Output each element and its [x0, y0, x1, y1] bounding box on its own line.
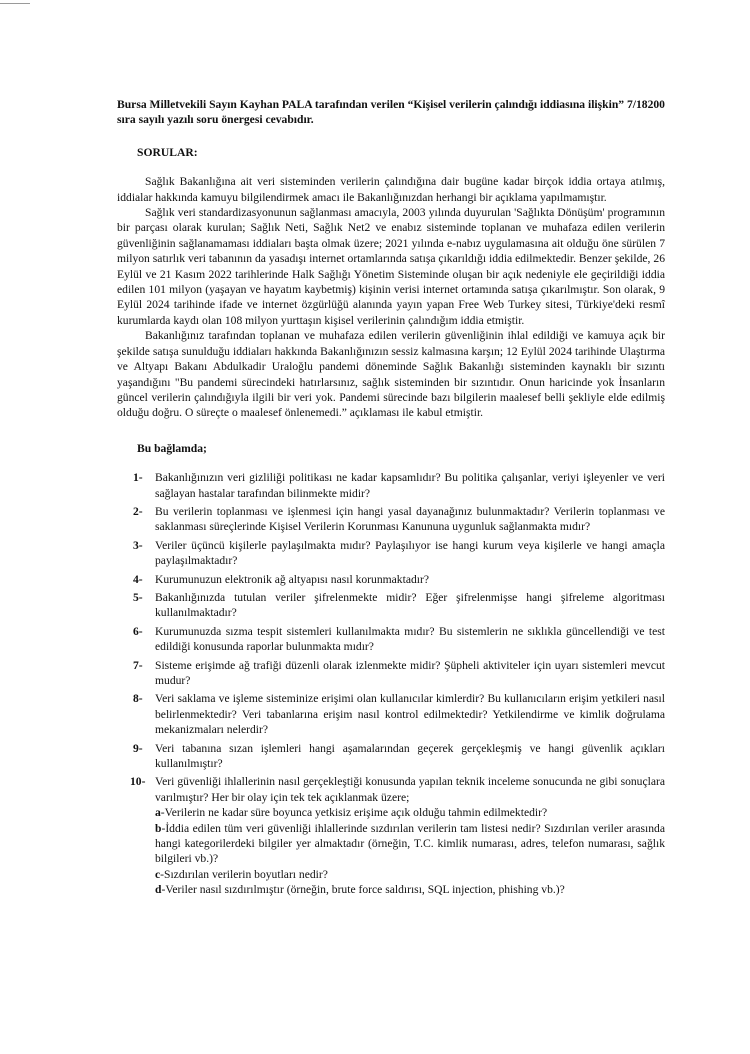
document-page: [117, 97, 665, 901]
question-number: 6-: [133, 624, 143, 638]
question-number: 2-: [133, 504, 143, 518]
question-number: 9-: [133, 741, 143, 755]
question-number: 4-: [133, 572, 143, 586]
question-number: 5-: [133, 590, 143, 604]
question-number: 1-: [133, 471, 143, 485]
question-item: [117, 538, 665, 569]
scan-edge-mark: [0, 3, 30, 4]
sub-question-a: [155, 805, 665, 820]
question-item: [117, 470, 665, 501]
question-item: [117, 658, 665, 689]
sub-text: -Verilerin ne kadar süre boyunca yetkisiz erişime açık olduğu tahmin edilmektedir?: [160, 806, 548, 820]
question-number: 7-: [133, 658, 143, 672]
question-text: Kurumunuzda sızma tespit sistemleri kullanılmakta mıdır? Bu sistemlerin ne sıklıkla güncellendiği ve test edildiği konusunda raporlar bulunmakta mıdır?: [155, 624, 665, 654]
sub-letter: d: [155, 883, 162, 897]
question-item: [117, 691, 665, 737]
question-text: Veri tabanına sızan işlemleri hangi aşamalarından geçerek gerçekleşmiş ve hangi güvenlik açıkları kullanılmıştır?: [155, 741, 665, 771]
question-text: Bu verilerin toplanması ve işlenmesi için hangi yasal dayanağınız bulunmaktadır? Verilerin toplanması ve saklanması süreçlerinde Kişisel Verilerin Korunması Kanununa uygunluk sağlanmakta mıdır?: [155, 504, 665, 534]
sub-text: -Veriler nasıl sızdırılmıştır (örneğin, brute force saldırısı, SQL injection, phishing vb.)?: [161, 883, 565, 897]
question-text: Veri saklama ve işleme sisteminize erişimi olan kullanıcılar kimlerdir? Bu kullanıcıların erişim yetkileri nasıl belirlenmektedir? Veri tabanlarına erişim nasıl kontrol edilmektedir? Yetkilendirme ve kimlik doğrulama mekanizmaları nelerdir?: [155, 692, 665, 737]
question-text: Bakanlığınızın veri gizliliği politikası ne kadar kapsamlıdır? Bu politika çalışanlar, veriyi işleyenler ve veri sağlayan hastalar tarafından bilinmekte midir?: [155, 471, 665, 500]
sorular-label: SORULAR:: [137, 145, 198, 159]
question-list: [117, 470, 665, 898]
sub-text: -Sızdırılan verilerin boyutları nedir?: [160, 867, 328, 881]
paragraph-2: Sağlık veri standardizasyonunun sağlanması amacıyla, 2003 yılında duyurulan 'Sağlıkta Dönüşüm' programının bir parçası olarak kurulan; Sağlık Neti, Sağlık Net2 ve enabız sisteminde toplanan ve muhafaza edilen verilerin güvenliğinin sağlanamaması iddiaları başta olmak üzere; 2021 yılında e-nabız uygulamasına ait olduğu öne sürülen 7 milyon satırlık veri tabanının da yasadışı internet ortamlarında satışa çıkarıldığı iddia edilmektedir. Benzer şekilde, 26 Eylül ve 21 Kasım 2022 tarihlerinde Halk Sağlığı Yönetim Sisteminde oluşan bir açık nedeniyle ele geçirildiği iddia edilen 101 milyon (yaşayan ve hayatım kaybetmiş) kişinin verisi internet ortamında satışa çıkarılmıştır. Son olarak, 9 Eylül 2024 tarihinde ifade ve internet özgürlüğü alanında yayın yapan Free Web Turkey sitesi, Türkiye'deki resmî kurumlarda kaydı olan 108 milyon yurttaşın kişisel verilerinin çalındığım iddia etmiştir.: [117, 206, 665, 327]
question-text: Veri güvenliği ihlallerinin nasıl gerçekleştiği konusunda yapılan teknik inceleme sonucunda ne gibi sonuçlara varılmıştır? Her bir olay için tek tek açıklanmak üzere;: [155, 775, 665, 804]
question-item: [117, 590, 665, 621]
question-text: Bakanlığınızda tutulan veriler şifrelenmekte midir? Eğer şifrelenmişse hangi şifreleme algoritması kullanılmaktadır?: [155, 590, 665, 620]
question-number: 8-: [133, 692, 143, 706]
question-number: 3-: [133, 538, 143, 552]
question-item-10: [117, 774, 665, 897]
question-item: [117, 572, 665, 587]
question-item: [117, 741, 665, 772]
question-number: 10-: [130, 775, 146, 789]
sub-text: -İddia edilen tüm veri güvenliği ihlallerinde sızdırılan verilerin tam listesi nedir? Sızdırılan veriler arasında hangi kategorilerdeki bilgiler yer almaktadır (örneğin, T.C. kimlik numarası, adres, telefon numarası, sağlık bilgileri vb.)?: [155, 821, 665, 866]
question-item: [117, 504, 665, 535]
sub-question-b: [155, 821, 665, 867]
paragraph-1: Sağlık Bakanlığına ait veri sisteminden verilerin çalındığına dair bugüne kadar birçok iddia ortaya atılmış, iddialar hakkında kamuyu bilgilendirmek amacı ile Bakanlığınızdan herhangi bir açıklama yapılmamıştır.: [117, 175, 665, 204]
sub-letter: b: [155, 821, 162, 835]
question-text: Veriler üçüncü kişilerle paylaşılmakta mıdır? Paylaşılıyor ise hangi kurum veya kişilerle ve hangi amaçla paylaşılmaktadır?: [155, 538, 665, 568]
sub-letter: c: [155, 867, 161, 881]
sub-question-c: [155, 867, 665, 882]
sub-letter: a: [155, 806, 161, 820]
document-heading: Bursa Milletvekili Sayın Kayhan PALA tarafından verilen “Kişisel verilerin çalındığı iddiasına ilişkin” 7/18200 sıra sayılı yazılı soru önergesi cevabıdır.: [117, 98, 665, 127]
sub-question-d: [155, 882, 665, 897]
question-item: [117, 624, 665, 655]
paragraph-3: Bakanlığınız tarafından toplanan ve muhafaza edilen verilerin güvenliğinin ihlal edildiği ve kamuya açık bir şekilde satışa sunulduğu iddiaları hakkında Bakanlığınızın sessiz kalmasına karşın; 12 Eylül 2024 tarihinde Ulaştırma ve Altyapı Bakanı Abdulkadir Uraloğlu pandemi döneminde Sağlık Bakanlığı sisteminden kaynaklı bir sızıntı yaşandığını "Bu pandemi sürecindeki hatırlarsınız, sağlık sisteminden bir sızıntıdır. Onun haricinde yok İnsanların güncel verilerin çalındığıyla ilgili bir veri yok. Pandemi sürecinde bazı bilgilerin maalesef belli şekliyle elde edilmiş olduğu doğru. O süreçte o maalesef önlenemedi.” açıklaması ile kabul etmiştir.: [117, 329, 665, 420]
question-text: Sisteme erişimde ağ trafiği düzenli olarak izlenmekte midir? Şüpheli aktiviteler için uyarı sistemleri mevcut mudur?: [155, 658, 665, 687]
context-label: Bu bağlamda;: [137, 441, 207, 455]
question-text: Kurumunuzun elektronik ağ altyapısı nasıl korunmaktadır?: [155, 572, 429, 586]
